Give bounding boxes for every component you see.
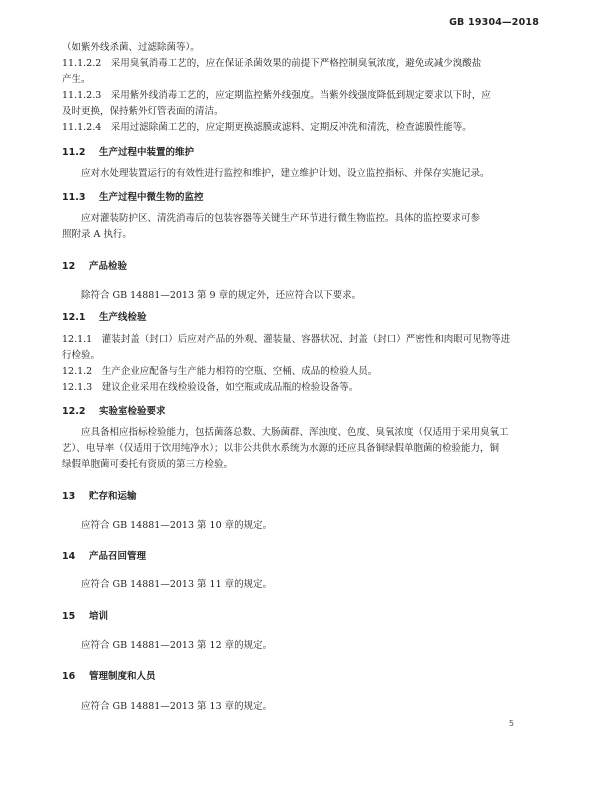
paragraph-16: 应符合 GB 14881—2013 第 13 章的规定。: [81, 701, 273, 712]
clause-12-1-2: 12.1.2 生产企业应配备与生产能力相符的空瓶、空桶、成品的检验人员。: [62, 366, 378, 377]
section-number: 14: [62, 551, 76, 562]
clause-12-1-3: 12.1.3 建议企业采用在线检验设备，如空瓶或成品瓶的检验设备等。: [62, 382, 359, 393]
section-number: 12.2: [62, 406, 86, 417]
paragraph-line: （如紫外线杀菌、过滤除菌等）。: [62, 42, 200, 53]
section-heading-11-2: [62, 145, 194, 161]
clause-12-1-1-cont: 行检验。: [62, 350, 101, 361]
section-heading-12: [62, 259, 127, 275]
section-title: 生产线检验: [99, 312, 147, 323]
section-heading-12-2: [62, 404, 166, 420]
section-title: 产品检验: [89, 261, 128, 272]
paragraph-12-2-cont: 绿假单胞菌可委托有资质的第三方检验。: [62, 459, 234, 470]
section-number: 11.2: [62, 147, 86, 158]
standard-code: GB 19304—2018: [449, 17, 539, 28]
clause-11-1-2-2-cont: 产生。: [62, 74, 91, 85]
section-number: 13: [62, 491, 76, 502]
section-number: 11.3: [62, 192, 86, 203]
paragraph-15: 应符合 GB 14881—2013 第 12 章的规定。: [81, 640, 273, 651]
clause-11-1-2-2: 11.1.2.2 采用臭氧消毒工艺的，应在保证杀菌效果的前提下严格控制臭氧浓度，避免或减少溴酸盐: [62, 58, 482, 69]
clause-12-1-1: 12.1.1 灌装封盖（封口）后应对产品的外观、灌装量、容器状况、封盖（封口）严密性和肉眼可见物等进: [62, 334, 511, 345]
section-number: 15: [62, 611, 76, 622]
section-heading-14: [62, 549, 146, 565]
section-title: 生产过程中装置的维护: [99, 147, 195, 158]
page-number: 5: [508, 719, 514, 728]
section-heading-16: [62, 669, 156, 685]
paragraph-11-2: 应对水处理装置运行的有效性进行监控和维护，建立维护计划、设立监控指标、并保存实施记录。: [81, 168, 490, 179]
paragraph-12-2: 应具备相应指标检验能力，包括菌落总数、大肠菌群、浑浊度、色度、臭氧浓度（仅适用于采用臭氧工: [81, 427, 509, 438]
section-heading-11-3: [62, 190, 204, 206]
clause-11-1-2-3: 11.1.2.3 采用紫外线消毒工艺的，应定期监控紫外线强度。当紫外线强度降低到规定要求以下时，应: [62, 90, 491, 101]
paragraph-12-2-cont: 艺）、电导率（仅适用于饮用纯净水）；以非公共供水系统为水源的还应具备铜绿假单胞菌的检验能力，铜: [62, 443, 500, 454]
clause-11-1-2-4: 11.1.2.4 采用过滤除菌工艺的，应定期更换滤膜或滤料、定期反冲洗和清洗，检查滤膜性能等。: [62, 122, 472, 133]
section-title: 培训: [89, 611, 109, 622]
paragraph-11-3-cont: 照附录 A 执行。: [62, 229, 132, 240]
section-title: 管理制度和人员: [89, 671, 156, 682]
section-heading-15: [62, 609, 108, 625]
section-heading-13: [62, 489, 137, 505]
section-number: 16: [62, 671, 76, 682]
section-title: 产品召回管理: [89, 551, 147, 562]
paragraph-11-3: 应对灌装防护区、清洗消毒后的包装容器等关键生产环节进行微生物监控。具体的监控要求可参: [81, 213, 481, 224]
clause-11-1-2-3-cont: 及时更换，保持紫外灯管表面的清洁。: [62, 106, 224, 117]
section-title: 贮存和运输: [89, 491, 137, 502]
paragraph-12: 除符合 GB 14881—2013 第 9 章的规定外，还应符合以下要求。: [81, 290, 362, 301]
section-number: 12: [62, 261, 76, 272]
section-number: 12.1: [62, 312, 86, 323]
section-title: 实验室检验要求: [99, 406, 166, 417]
section-title: 生产过程中微生物的监控: [99, 192, 204, 203]
section-heading-12-1: [62, 310, 147, 326]
paragraph-13: 应符合 GB 14881—2013 第 10 章的规定。: [81, 520, 273, 531]
paragraph-14: 应符合 GB 14881—2013 第 11 章的规定。: [81, 579, 273, 590]
